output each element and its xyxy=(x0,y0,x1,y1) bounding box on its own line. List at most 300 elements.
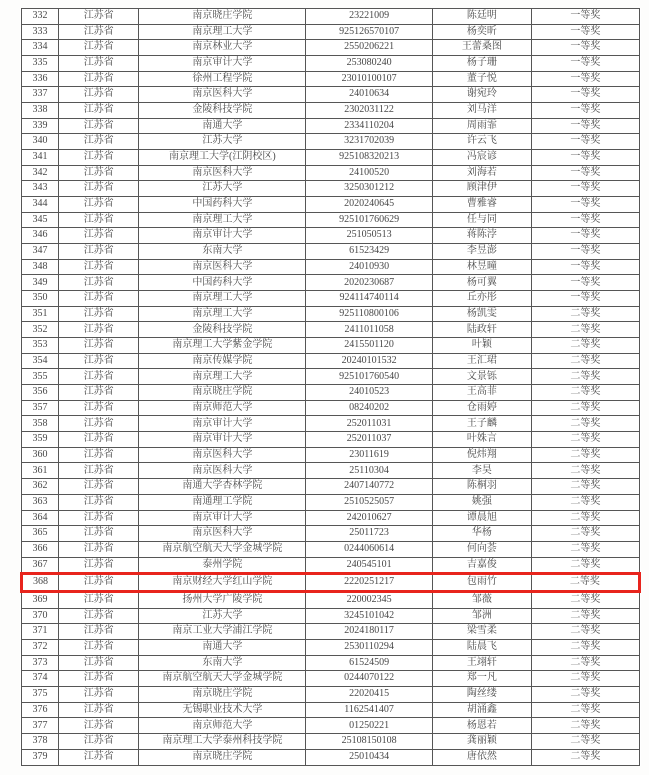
cell-province: 江苏省 xyxy=(59,671,139,687)
cell-person-name: 杨可翼 xyxy=(432,275,531,291)
cell-row-number: 368 xyxy=(22,574,59,592)
cell-province: 江苏省 xyxy=(59,734,139,750)
cell-award-level: 一等奖 xyxy=(531,291,639,307)
cell-entry-id: 22020415 xyxy=(306,687,433,703)
cell-province: 江苏省 xyxy=(59,526,139,542)
cell-province: 江苏省 xyxy=(59,40,139,56)
cell-row-number: 377 xyxy=(22,718,59,734)
cell-row-number: 336 xyxy=(22,71,59,87)
table-row xyxy=(22,734,640,750)
cell-person-name: 谢宛玲 xyxy=(432,87,531,103)
cell-award-level: 二等奖 xyxy=(531,749,639,765)
cell-university: 南京医科大学 xyxy=(139,87,306,103)
table-row xyxy=(22,463,640,479)
cell-person-name: 叶姝言 xyxy=(432,432,531,448)
cell-university: 南京医科大学 xyxy=(139,526,306,542)
cell-person-name: 董子悦 xyxy=(432,71,531,87)
cell-award-level: 一等奖 xyxy=(531,212,639,228)
cell-person-name: 顾津伊 xyxy=(432,181,531,197)
cell-entry-id: 2220251217 xyxy=(306,574,433,592)
cell-person-name: 谭晨旭 xyxy=(432,510,531,526)
cell-award-level: 二等奖 xyxy=(531,687,639,703)
cell-row-number: 353 xyxy=(22,338,59,354)
cell-university: 南京审计大学 xyxy=(139,228,306,244)
cell-row-number: 371 xyxy=(22,624,59,640)
cell-province: 江苏省 xyxy=(59,510,139,526)
cell-province: 江苏省 xyxy=(59,369,139,385)
cell-person-name: 王汇珺 xyxy=(432,353,531,369)
cell-province: 江苏省 xyxy=(59,655,139,671)
cell-award-level: 二等奖 xyxy=(531,640,639,656)
cell-award-level: 二等奖 xyxy=(531,702,639,718)
cell-person-name: 杨子珊 xyxy=(432,56,531,72)
cell-university: 南通大学 xyxy=(139,640,306,656)
cell-entry-id: 925126570107 xyxy=(306,24,433,40)
cell-university: 泰州学院 xyxy=(139,557,306,574)
cell-province: 江苏省 xyxy=(59,212,139,228)
cell-province: 江苏省 xyxy=(59,306,139,322)
cell-person-name: 文景铄 xyxy=(432,369,531,385)
table-row xyxy=(22,118,640,134)
cell-province: 江苏省 xyxy=(59,181,139,197)
cell-row-number: 350 xyxy=(22,291,59,307)
cell-person-name: 郑一凡 xyxy=(432,671,531,687)
cell-row-number: 363 xyxy=(22,494,59,510)
cell-person-name: 陆晨飞 xyxy=(432,640,531,656)
cell-person-name: 吉嘉俊 xyxy=(432,557,531,574)
cell-award-level: 二等奖 xyxy=(531,353,639,369)
cell-university: 东南大学 xyxy=(139,244,306,260)
cell-university: 南京审计大学 xyxy=(139,56,306,72)
cell-person-name: 刘海若 xyxy=(432,165,531,181)
table-row xyxy=(22,322,640,338)
cell-entry-id: 240545101 xyxy=(306,557,433,574)
cell-entry-id: 3231702039 xyxy=(306,134,433,150)
cell-person-name: 任与同 xyxy=(432,212,531,228)
cell-person-name: 梁雪柔 xyxy=(432,624,531,640)
cell-entry-id: 252011031 xyxy=(306,416,433,432)
cell-province: 江苏省 xyxy=(59,228,139,244)
cell-entry-id: 925110800106 xyxy=(306,306,433,322)
cell-award-level: 一等奖 xyxy=(531,24,639,40)
cell-award-level: 一等奖 xyxy=(531,134,639,150)
cell-university: 江苏大学 xyxy=(139,181,306,197)
cell-province: 江苏省 xyxy=(59,416,139,432)
table-row xyxy=(22,592,640,609)
cell-university: 江苏大学 xyxy=(139,608,306,624)
cell-row-number: 374 xyxy=(22,671,59,687)
cell-university: 中国药科大学 xyxy=(139,275,306,291)
cell-entry-id: 25110304 xyxy=(306,463,433,479)
cell-award-level: 一等奖 xyxy=(531,9,639,25)
cell-province: 江苏省 xyxy=(59,718,139,734)
cell-province: 江苏省 xyxy=(59,385,139,401)
cell-university: 南京传媒学院 xyxy=(139,353,306,369)
cell-province: 江苏省 xyxy=(59,592,139,609)
cell-entry-id: 08240202 xyxy=(306,400,433,416)
table-row xyxy=(22,432,640,448)
cell-award-level: 二等奖 xyxy=(531,432,639,448)
cell-award-level: 二等奖 xyxy=(531,671,639,687)
cell-university: 南京医科大学 xyxy=(139,259,306,275)
cell-person-name: 包雨竹 xyxy=(432,574,531,592)
cell-person-name: 蒋陈浡 xyxy=(432,228,531,244)
cell-province: 江苏省 xyxy=(59,687,139,703)
cell-province: 江苏省 xyxy=(59,353,139,369)
cell-university: 南通理工学院 xyxy=(139,494,306,510)
table-row xyxy=(22,718,640,734)
cell-award-level: 二等奖 xyxy=(531,734,639,750)
cell-province: 江苏省 xyxy=(59,624,139,640)
cell-row-number: 332 xyxy=(22,9,59,25)
table-row xyxy=(22,400,640,416)
cell-award-level: 一等奖 xyxy=(531,165,639,181)
cell-university: 南京师范大学 xyxy=(139,718,306,734)
table-row xyxy=(22,197,640,213)
cell-entry-id: 23221009 xyxy=(306,9,433,25)
cell-entry-id: 925101760629 xyxy=(306,212,433,228)
cell-entry-id: 23011619 xyxy=(306,447,433,463)
cell-entry-id: 25010434 xyxy=(306,749,433,765)
cell-entry-id: 2020240645 xyxy=(306,197,433,213)
cell-row-number: 333 xyxy=(22,24,59,40)
table-row xyxy=(22,275,640,291)
cell-person-name: 杨恩若 xyxy=(432,718,531,734)
cell-row-number: 339 xyxy=(22,118,59,134)
cell-university: 南京审计大学 xyxy=(139,416,306,432)
cell-award-level: 一等奖 xyxy=(531,228,639,244)
table-row xyxy=(22,306,640,322)
table-row xyxy=(22,291,640,307)
cell-award-level: 二等奖 xyxy=(531,447,639,463)
cell-row-number: 375 xyxy=(22,687,59,703)
cell-university: 南京航空航天大学金城学院 xyxy=(139,541,306,557)
cell-person-name: 倪炜翔 xyxy=(432,447,531,463)
table-row xyxy=(22,369,640,385)
table-row xyxy=(22,40,640,56)
cell-award-level: 一等奖 xyxy=(531,103,639,119)
cell-province: 江苏省 xyxy=(59,165,139,181)
cell-university: 南京晓庄学院 xyxy=(139,749,306,765)
cell-award-level: 二等奖 xyxy=(531,592,639,609)
cell-person-name: 邹洲 xyxy=(432,608,531,624)
cell-university: 南京医科大学 xyxy=(139,463,306,479)
cell-entry-id: 252011037 xyxy=(306,432,433,448)
cell-entry-id: 2334110204 xyxy=(306,118,433,134)
table-row xyxy=(22,526,640,542)
cell-province: 江苏省 xyxy=(59,103,139,119)
cell-person-name: 龚丽颖 xyxy=(432,734,531,750)
table-row xyxy=(22,244,640,260)
cell-row-number: 349 xyxy=(22,275,59,291)
cell-row-number: 366 xyxy=(22,541,59,557)
cell-province: 江苏省 xyxy=(59,197,139,213)
cell-province: 江苏省 xyxy=(59,447,139,463)
cell-row-number: 365 xyxy=(22,526,59,542)
cell-province: 江苏省 xyxy=(59,494,139,510)
cell-award-level: 二等奖 xyxy=(531,400,639,416)
cell-entry-id: 3245101042 xyxy=(306,608,433,624)
cell-entry-id: 0244070122 xyxy=(306,671,433,687)
cell-person-name: 王子麟 xyxy=(432,416,531,432)
table-row xyxy=(22,181,640,197)
cell-person-name: 陈廷明 xyxy=(432,9,531,25)
cell-entry-id: 24010634 xyxy=(306,87,433,103)
cell-person-name: 许云飞 xyxy=(432,134,531,150)
cell-row-number: 362 xyxy=(22,479,59,495)
table-row xyxy=(22,228,640,244)
cell-province: 江苏省 xyxy=(59,463,139,479)
table-row xyxy=(22,87,640,103)
table-row xyxy=(22,655,640,671)
table-row xyxy=(22,165,640,181)
table-row xyxy=(22,479,640,495)
cell-university: 南京理工大学 xyxy=(139,369,306,385)
cell-university: 南京工业大学浦江学院 xyxy=(139,624,306,640)
table-row xyxy=(22,702,640,718)
cell-award-level: 一等奖 xyxy=(531,87,639,103)
cell-province: 江苏省 xyxy=(59,702,139,718)
cell-university: 徐州工程学院 xyxy=(139,71,306,87)
cell-row-number: 342 xyxy=(22,165,59,181)
cell-person-name: 曹雅睿 xyxy=(432,197,531,213)
cell-row-number: 357 xyxy=(22,400,59,416)
cell-university: 南京医科大学 xyxy=(139,447,306,463)
cell-row-number: 373 xyxy=(22,655,59,671)
cell-province: 江苏省 xyxy=(59,291,139,307)
cell-entry-id: 24010930 xyxy=(306,259,433,275)
cell-university: 南京晓庄学院 xyxy=(139,9,306,25)
cell-award-level: 一等奖 xyxy=(531,259,639,275)
cell-entry-id: 924114740114 xyxy=(306,291,433,307)
cell-award-level: 一等奖 xyxy=(531,275,639,291)
cell-university: 江苏大学 xyxy=(139,134,306,150)
cell-province: 江苏省 xyxy=(59,541,139,557)
cell-province: 江苏省 xyxy=(59,432,139,448)
cell-province: 江苏省 xyxy=(59,150,139,166)
cell-row-number: 346 xyxy=(22,228,59,244)
table-row xyxy=(22,9,640,25)
table-row xyxy=(22,71,640,87)
table-row xyxy=(22,671,640,687)
cell-award-level: 一等奖 xyxy=(531,181,639,197)
cell-award-level: 二等奖 xyxy=(531,510,639,526)
cell-row-number: 340 xyxy=(22,134,59,150)
cell-province: 江苏省 xyxy=(59,134,139,150)
cell-university: 扬州大学广陵学院 xyxy=(139,592,306,609)
cell-award-level: 二等奖 xyxy=(531,557,639,574)
cell-person-name: 胡涌鑫 xyxy=(432,702,531,718)
cell-entry-id: 2550206221 xyxy=(306,40,433,56)
cell-entry-id: 251050513 xyxy=(306,228,433,244)
cell-province: 江苏省 xyxy=(59,118,139,134)
cell-award-level: 二等奖 xyxy=(531,718,639,734)
cell-row-number: 378 xyxy=(22,734,59,750)
cell-university: 南通大学杏林学院 xyxy=(139,479,306,495)
cell-province: 江苏省 xyxy=(59,87,139,103)
cell-row-number: 369 xyxy=(22,592,59,609)
cell-row-number: 376 xyxy=(22,702,59,718)
cell-province: 江苏省 xyxy=(59,259,139,275)
cell-row-number: 344 xyxy=(22,197,59,213)
cell-entry-id: 2020230687 xyxy=(306,275,433,291)
cell-award-level: 二等奖 xyxy=(531,416,639,432)
cell-award-level: 二等奖 xyxy=(531,463,639,479)
cell-entry-id: 23010100107 xyxy=(306,71,433,87)
cell-university: 南通大学 xyxy=(139,118,306,134)
cell-person-name: 林昱曈 xyxy=(432,259,531,275)
cell-row-number: 358 xyxy=(22,416,59,432)
cell-row-number: 372 xyxy=(22,640,59,656)
cell-university: 南京理工大学 xyxy=(139,291,306,307)
cell-entry-id: 61523429 xyxy=(306,244,433,260)
cell-row-number: 334 xyxy=(22,40,59,56)
table-row xyxy=(22,557,640,574)
cell-row-number: 347 xyxy=(22,244,59,260)
table-row xyxy=(22,447,640,463)
table-body xyxy=(22,9,640,766)
cell-person-name: 陆政轩 xyxy=(432,322,531,338)
cell-person-name: 冯宸谚 xyxy=(432,150,531,166)
cell-person-name: 刘马洋 xyxy=(432,103,531,119)
cell-province: 江苏省 xyxy=(59,640,139,656)
cell-person-name: 陈桐羽 xyxy=(432,479,531,495)
cell-university: 南京林业大学 xyxy=(139,40,306,56)
cell-university: 南京航空航天大学金城学院 xyxy=(139,671,306,687)
cell-entry-id: 253080240 xyxy=(306,56,433,72)
cell-award-level: 一等奖 xyxy=(531,118,639,134)
cell-person-name: 仓雨婷 xyxy=(432,400,531,416)
cell-entry-id: 0244060614 xyxy=(306,541,433,557)
cell-row-number: 345 xyxy=(22,212,59,228)
table-row xyxy=(22,150,640,166)
cell-entry-id: 2024180117 xyxy=(306,624,433,640)
table-row xyxy=(22,624,640,640)
cell-university: 金陵科技学院 xyxy=(139,322,306,338)
cell-award-level: 二等奖 xyxy=(531,608,639,624)
cell-row-number: 370 xyxy=(22,608,59,624)
cell-award-level: 二等奖 xyxy=(531,338,639,354)
table-row xyxy=(22,494,640,510)
cell-award-level: 二等奖 xyxy=(531,369,639,385)
cell-award-level: 一等奖 xyxy=(531,197,639,213)
table-row xyxy=(22,687,640,703)
cell-university: 无锡职业技术大学 xyxy=(139,702,306,718)
cell-person-name: 叶颖 xyxy=(432,338,531,354)
cell-entry-id: 24100520 xyxy=(306,165,433,181)
cell-row-number: 352 xyxy=(22,322,59,338)
cell-award-level: 二等奖 xyxy=(531,322,639,338)
cell-person-name: 周雨霏 xyxy=(432,118,531,134)
cell-row-number: 354 xyxy=(22,353,59,369)
cell-row-number: 335 xyxy=(22,56,59,72)
cell-university: 南京晓庄学院 xyxy=(139,385,306,401)
table-row xyxy=(22,259,640,275)
cell-university: 南京理工大学泰州科技学院 xyxy=(139,734,306,750)
cell-person-name: 陶丝缕 xyxy=(432,687,531,703)
table-row xyxy=(22,338,640,354)
cell-person-name: 丘亦彤 xyxy=(432,291,531,307)
cell-province: 江苏省 xyxy=(59,322,139,338)
cell-person-name: 杨奕昕 xyxy=(432,24,531,40)
cell-person-name: 华杨 xyxy=(432,526,531,542)
cell-university: 中国药科大学 xyxy=(139,197,306,213)
table-row xyxy=(22,103,640,119)
cell-university: 东南大学 xyxy=(139,655,306,671)
cell-award-level: 一等奖 xyxy=(531,71,639,87)
cell-entry-id: 220002345 xyxy=(306,592,433,609)
cell-university: 金陵科技学院 xyxy=(139,103,306,119)
table-row xyxy=(22,541,640,557)
table-row xyxy=(22,353,640,369)
cell-row-number: 348 xyxy=(22,259,59,275)
cell-person-name: 王高菲 xyxy=(432,385,531,401)
cell-award-level: 二等奖 xyxy=(531,624,639,640)
cell-row-number: 341 xyxy=(22,150,59,166)
cell-province: 江苏省 xyxy=(59,557,139,574)
cell-entry-id: 20240101532 xyxy=(306,353,433,369)
cell-university: 南京医科大学 xyxy=(139,165,306,181)
table-row-highlighted xyxy=(22,574,640,592)
cell-entry-id: 2411011058 xyxy=(306,322,433,338)
cell-person-name: 何向荟 xyxy=(432,541,531,557)
cell-entry-id: 01250221 xyxy=(306,718,433,734)
cell-person-name: 李昱澎 xyxy=(432,244,531,260)
cell-award-level: 二等奖 xyxy=(531,655,639,671)
table-row xyxy=(22,134,640,150)
cell-entry-id: 2510525057 xyxy=(306,494,433,510)
cell-entry-id: 25011723 xyxy=(306,526,433,542)
cell-row-number: 379 xyxy=(22,749,59,765)
table-row xyxy=(22,608,640,624)
cell-award-level: 一等奖 xyxy=(531,40,639,56)
cell-award-level: 二等奖 xyxy=(531,479,639,495)
cell-university: 南京晓庄学院 xyxy=(139,687,306,703)
cell-row-number: 361 xyxy=(22,463,59,479)
cell-province: 江苏省 xyxy=(59,608,139,624)
cell-university: 南京理工大学 xyxy=(139,212,306,228)
cell-entry-id: 25108150108 xyxy=(306,734,433,750)
table-row xyxy=(22,510,640,526)
cell-row-number: 338 xyxy=(22,103,59,119)
cell-entry-id: 24010523 xyxy=(306,385,433,401)
cell-province: 江苏省 xyxy=(59,275,139,291)
cell-university: 南京审计大学 xyxy=(139,510,306,526)
cell-province: 江苏省 xyxy=(59,338,139,354)
cell-university: 南京理工大学 xyxy=(139,306,306,322)
cell-province: 江苏省 xyxy=(59,244,139,260)
cell-row-number: 351 xyxy=(22,306,59,322)
cell-university: 南京理工大学 xyxy=(139,24,306,40)
cell-entry-id: 242010627 xyxy=(306,510,433,526)
cell-award-level: 二等奖 xyxy=(531,526,639,542)
cell-person-name: 唐依然 xyxy=(432,749,531,765)
cell-award-level: 一等奖 xyxy=(531,56,639,72)
cell-entry-id: 2302031122 xyxy=(306,103,433,119)
cell-province: 江苏省 xyxy=(59,574,139,592)
cell-award-level: 二等奖 xyxy=(531,306,639,322)
cell-row-number: 343 xyxy=(22,181,59,197)
cell-person-name: 杨凯雯 xyxy=(432,306,531,322)
cell-entry-id: 2530110294 xyxy=(306,640,433,656)
table-row xyxy=(22,416,640,432)
table-row xyxy=(22,385,640,401)
cell-award-level: 一等奖 xyxy=(531,150,639,166)
table-row xyxy=(22,640,640,656)
cell-award-level: 二等奖 xyxy=(531,494,639,510)
table-row xyxy=(22,24,640,40)
table-row xyxy=(22,212,640,228)
